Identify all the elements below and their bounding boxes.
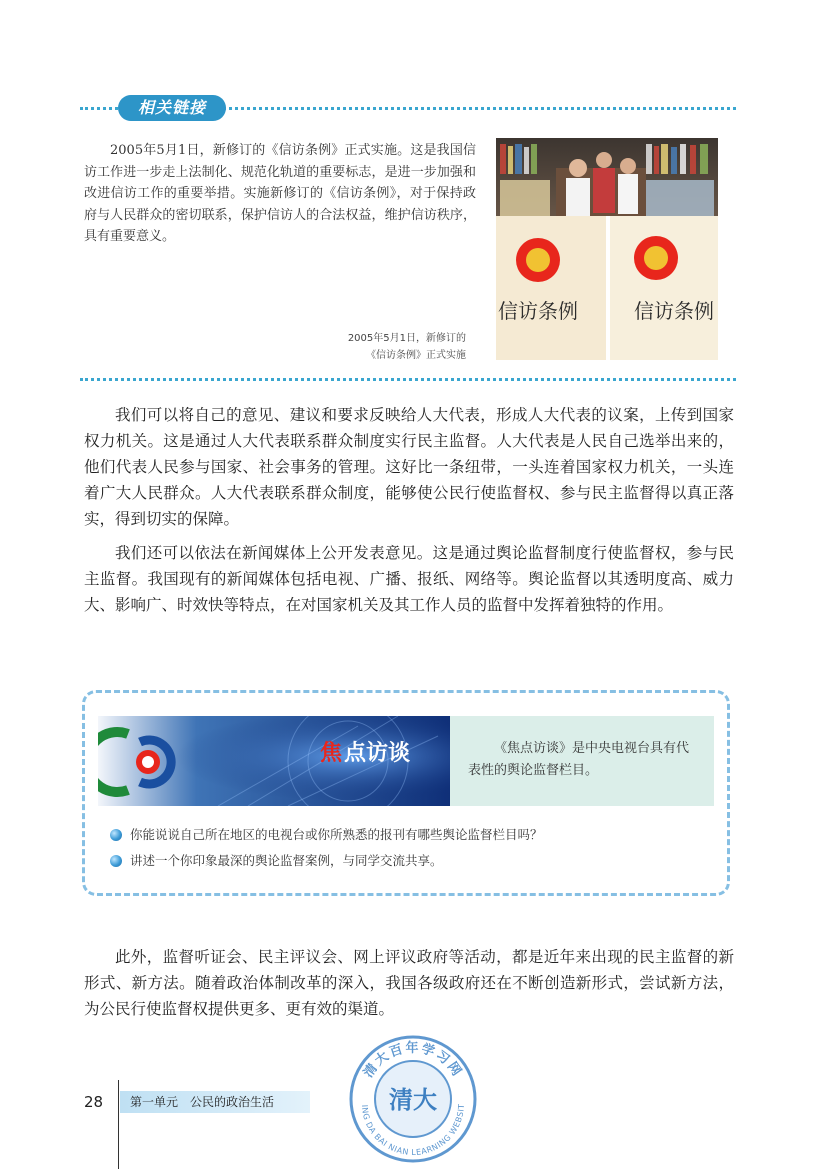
bottom-dotted-divider [80,378,736,381]
activity-question-1: 你能说说自己所在地区的电视台或你所熟悉的报刊有哪些舆论监督栏目吗？ [130,827,543,842]
activity-question-2: 讲述一个你印象最深的舆论监督案例，与同学交流共享。 [130,853,443,868]
seal-arc-bottom-text: ING DA BAI NIAN LEARNING WEBSIT [359,1103,467,1158]
related-link-text: 2005年5月1日，新修订的《信访条例》正式实施。这是我国信访工作进一步走上法制化、规范化轨道的重要标志，是进一步加强和改进信访工作的重要举措。实施新修订的《信访条例》，对于保持政府与人民群众的密切联系，保护信访人的合法权益，维护信访秩序，具有重要意义。 [84,143,476,244]
photo-sign-left: 信访条例 [498,299,578,323]
focus-interview-note: 《焦点访谈》是中央电视台具有代表性的舆论监督栏目。 [450,716,714,806]
banner-title-rest: 点访谈 [344,741,411,766]
bullet-icon [110,829,122,841]
focus-interview-banner [98,716,450,806]
seal-graphic [348,1034,478,1164]
body-paragraph-3: 此外，监督听证会、民主评议会、网上评议政府等活动，都是近年来出现的民主监督的新形式、新方法。随着政治体制改革的深入，我国各级政府还在不断创造新形式，尝试新方法，为公民行使监督权提供更多、更有效的渠道。 [84,948,734,1018]
body-paragraph-1: 我们可以将自己的意见、建议和要求反映给人大代表，形成人大代表的议案，上传到国家权力机关。这是通过人大代表联系群众制度实行民主监督。人大代表是人民自己选举出来的，他们代表人民参与国家、社会事务的管理。这好比一条纽带，一头连着国家权力机关，一头连着广大人民群众。人大代表联系群众制度，能够使公民行使监督权、参与民主监督得以真正落实，得到切实的保障。 [84,406,734,528]
photo-sign-right: 信访条例 [634,299,714,323]
related-link-tag: 相关链接 [118,95,226,121]
seal-center-text: 清大 [389,1085,437,1114]
photo-caption [296,330,466,364]
bookstore-scene [496,138,718,360]
footer-vertical-rule [118,1080,119,1169]
petition-regulation-photo [496,138,718,360]
banner-graphic [98,716,450,806]
footer-unit-text: 第一单元 公民的政治生活 [130,1095,275,1109]
photo-caption-line1: 2005年5月1日，新修订的 [347,333,466,344]
seal-arc-top-text: 清大百年学习网 [361,1041,465,1081]
banner-title-first-char: 焦 [320,741,343,766]
photo-caption-line2: 《信访条例》正式实施 [366,350,466,361]
watermark-seal [348,1034,478,1164]
bullet-icon [110,855,122,867]
body-paragraph-2: 我们还可以依法在新闻媒体上公开发表意见。这是通过舆论监督制度行使监督权，参与民主监督。我国现有的新闻媒体包括电视、广播、报纸、网络等。舆论监督以其透明度高、威力大、影响广、时效快等特点，在对国家机关及其工作人员的监督中发挥着独特的作用。 [84,544,734,614]
page-number: 28 [84,1093,104,1111]
